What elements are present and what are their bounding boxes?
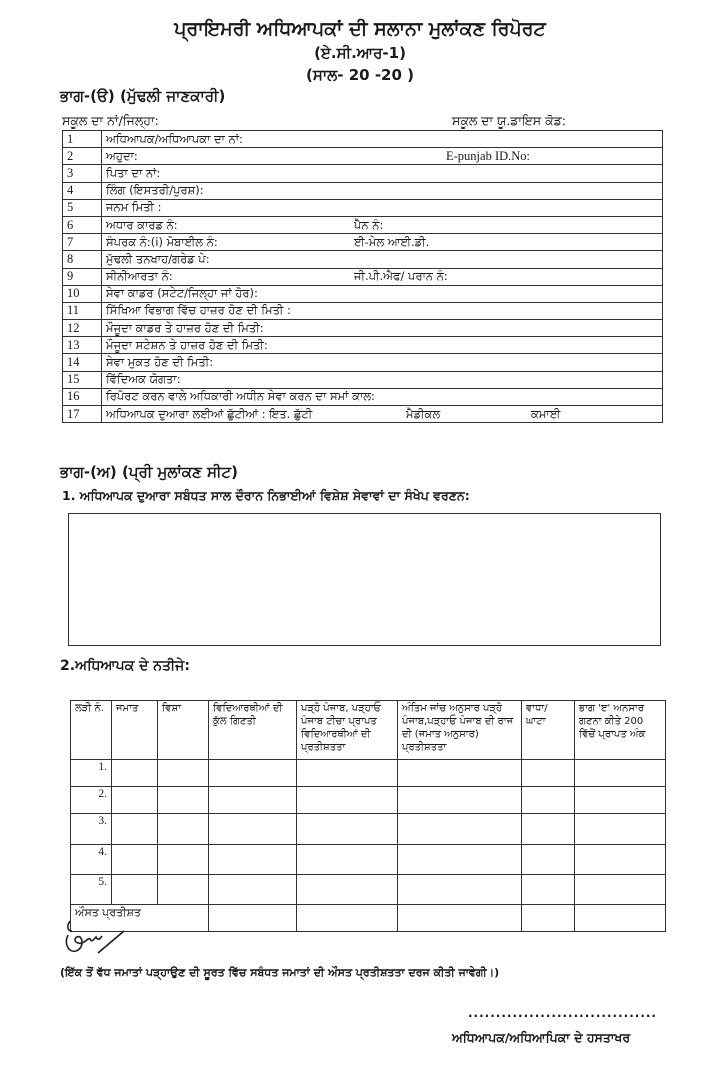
handwritten-signature-icon [62,917,132,957]
average-marks-cell[interactable] [575,905,666,932]
field-label: ਅਹੁਦਾ: [106,148,138,163]
target-percentage-cell[interactable] [297,875,398,905]
info-row-contact[interactable] [63,234,663,251]
earned-leave-label: ਕਮਾਈ [531,406,561,421]
total-students-cell[interactable] [209,760,297,787]
marks-cell[interactable] [575,845,666,875]
row-number: 12 [63,320,102,337]
special-services-question: 1. ਅਧਿਆਪਕ ਦੁਆਰਾ ਸਬੰਧਤ ਸਾਲ ਦੌਰਾਨ ਨਿਭਾਈਆਂ ਵਿਸ਼ੇਸ਼ ਸੇਵਾਵਾਂ ਦਾ ਸੰਖੇਪ ਵਰਣਨ: [62,488,470,503]
average-increase-cell[interactable] [522,905,575,932]
subject-cell[interactable] [158,814,209,845]
row-number: 8 [63,251,102,268]
increase-decrease-cell[interactable] [522,787,575,814]
row-number: 7 [63,234,102,251]
final-percentage-cell[interactable] [398,760,522,787]
serial-cell: 1. [71,760,112,787]
row-number: 3 [63,165,102,182]
total-students-cell[interactable] [209,845,297,875]
field-label: ਰਿਪੋਰਟ ਕਰਨ ਵਾਲੇ ਅਧਿਕਾਰੀ ਅਧੀਨ ਸੇਵਾ ਕਰਨ ਦਾ ਸਮਾਂ ਕਾਲ: [106,389,375,404]
row-number: 17 [63,406,102,423]
year-line: (ਸਾਲ- 20 -20 ) [306,66,414,84]
special-services-textbox[interactable] [68,513,661,646]
row-number: 1 [63,131,102,148]
col-total-students: ਵਿਦਿਆਰਥੀਆਂ ਦੀ ਕੁੱਲ ਗਿਣਤੀ [209,701,297,760]
field-label: ਪਿਤਾ ਦਾ ਨਾਂ: [106,165,161,180]
class-cell[interactable] [112,875,158,905]
increase-decrease-cell[interactable] [522,875,575,905]
row-number: 13 [63,337,102,354]
serial-cell: 2. [71,787,112,814]
row-number: 4 [63,182,102,199]
info-row-qualification[interactable] [63,371,663,388]
signature-label: ਅਧਿਆਪਕ/ਅਧਿਆਪਿਕਾ ਦੇ ਹਸਤਾਖਰ [452,1030,631,1045]
total-students-cell[interactable] [209,787,297,814]
class-cell[interactable] [112,845,158,875]
udise-code-label: ਸਕੂਲ ਦਾ ਯੂ.ਡਾਇਸ ਕੋਡ: [452,113,566,128]
field-label: ਵਿੱਦਿਅਕ ਯੋਗਤਾ: [106,372,181,387]
results-row [71,787,666,814]
increase-decrease-cell[interactable] [522,814,575,845]
info-row-father-name[interactable] [63,165,663,182]
class-cell[interactable] [112,814,158,845]
email-label: ਈ-ਮੇਲ ਆਈ.ਡੀ. [354,234,430,249]
info-row-retirement[interactable] [63,354,663,371]
row-number: 10 [63,285,102,302]
info-row-teacher-name[interactable] [63,131,663,148]
average-total-cell[interactable] [209,905,297,932]
col-class: ਜਮਾਤ [112,701,158,760]
field-label: ਸੰਪਰਕ ਨੰ:(i) ਮੋਬਾਈਲ ਨੰ: [106,234,218,249]
part-b-heading: ਭਾਗ-(ਅ) (ਪ੍ਰੀ ਮੁਲਾਂਕਣ ਸੀਟ) [60,463,238,481]
school-name-label: ਸਕੂਲ ਦਾ ਨਾਂ/ਜਿਲ੍ਹਾ: [62,113,159,128]
row-number: 2 [63,148,102,165]
row-number: 11 [63,302,102,319]
final-percentage-cell[interactable] [398,814,522,845]
field-label: ਸੇਵਾ ਕਾਡਰ (ਸਟੇਟ/ਜਿਲ੍ਹਾ ਜਾਂ ਹੋਰ): [106,286,258,301]
subject-cell[interactable] [158,875,209,905]
subject-cell[interactable] [158,787,209,814]
results-row [71,814,666,845]
info-row-cadre[interactable] [63,285,663,302]
marks-cell[interactable] [575,787,666,814]
info-row-seniority[interactable] [63,268,663,285]
row-number: 15 [63,371,102,388]
info-row-leaves[interactable] [63,406,663,423]
average-note: (ਇੱਕ ਤੋਂ ਵੱਧ ਜਮਾਤਾਂ ਪੜ੍ਹਾਉਣ ਦੀ ਸੂਰਤ ਵਿੱਚ ਸਬੰਧਤ ਜਮਾਤਾਂ ਦੀ ਔਸਤ ਪ੍ਰਤੀਸ਼ਤਤਾ ਦਰਜ ਕੀਤੀ ਜਾਵੇਗੀ।) [60,966,500,979]
results-row [71,845,666,875]
serial-cell: 4. [71,845,112,875]
results-table [70,700,666,932]
field-label: ਅਧਾਰ ਕਾਰਡ ਨੰ: [106,217,178,232]
marks-cell[interactable] [575,814,666,845]
field-label: ਮੁੱਢਲੀ ਤਨਖਾਹ/ਗਰੇਡ ਪੇ: [106,251,210,266]
field-label: ਜਨਮ ਮਿਤੀ : [106,200,162,215]
medical-leave-label: ਮੈਡੀਕਲ [406,406,441,421]
info-row-gender[interactable] [63,182,663,199]
info-row-joining-cadre[interactable] [63,320,663,337]
field-label: ਮੌਜੂਦਾ ਕਾਡਰ ਤੇ ਹਾਜ਼ਰ ਹੋਣ ਦੀ ਮਿਤੀ: [106,320,264,335]
col-final-state-percentage: ਅੰਤਿਮ ਜਾਂਚ ਅਨੁਸਾਰ ਪੜ੍ਹੋ ਪੰਜਾਬ,ਪੜ੍ਹਾਓ ਪੰਜਾਬ ਦੀ ਰਾਜ ਦੀ (ਜਮਾਤ ਅਨੁਸਾਰ) ਪ੍ਰਤੀਸ਼ਤਤਾ [398,701,522,760]
final-percentage-cell[interactable] [398,787,522,814]
marks-cell[interactable] [575,760,666,787]
target-percentage-cell[interactable] [297,787,398,814]
target-percentage-cell[interactable] [297,814,398,845]
field-label: ਸਿੱਖਿਆ ਵਿਭਾਗ ਵਿੱਚ ਹਾਜ਼ਰ ਹੋਣ ਦੀ ਮਿਤੀ : [106,303,291,318]
gpf-pran-label: ਜੀ.ਪੀ.ਐਫ/ ਪਰਾਨ ਨੰ: [354,269,448,284]
class-cell[interactable] [112,760,158,787]
info-row-joining-station[interactable] [63,337,663,354]
signature-line: .................................. [468,1006,657,1020]
total-students-cell[interactable] [209,814,297,845]
average-row [71,905,666,932]
subject-cell[interactable] [158,845,209,875]
serial-cell: 3. [71,814,112,845]
part-a-heading: ਭਾਗ-(ੳ) (ਮੁੱਢਲੀ ਜਾਣਕਾਰੀ) [60,87,226,105]
total-students-cell[interactable] [209,875,297,905]
field-label: ਸੀਨੀਆਰਤਾ ਨੰ: [106,269,173,284]
info-row-joining-dept[interactable] [63,302,663,319]
info-row-designation[interactable] [63,148,663,165]
basic-info-table [62,130,663,423]
average-final-cell[interactable] [398,905,522,932]
info-row-basic-pay[interactable] [63,251,663,268]
info-row-dob[interactable] [63,199,663,216]
increase-decrease-cell[interactable] [522,760,575,787]
results-row [71,760,666,787]
final-percentage-cell[interactable] [398,845,522,875]
field-label: ਸੇਵਾ ਮੁਕਤ ਹੋਣ ਦੀ ਮਿਤੀ: [106,355,214,370]
info-row-service-period[interactable] [63,388,663,405]
field-label: ਮੌਜੂਦਾ ਸਟੇਸ਼ਨ ਤੇ ਹਾਜ਼ਰ ਹੋਣ ਦੀ ਮਿਤੀ: [106,337,268,352]
results-heading: 2.ਅਧਿਆਪਕ ਦੇ ਨਤੀਜੇ: [60,658,190,674]
marks-cell[interactable] [575,875,666,905]
average-label: ਔਸਤ ਪ੍ਰਤੀਸ਼ਤ [71,905,209,932]
row-number: 14 [63,354,102,371]
field-label: ਅਧਿਆਪਕ ਦੁਆਰਾ ਲਈਆਂ ਛੁੱਟੀਆਂ : ਇਤ. ਛੁੱਟੀ [106,406,313,421]
col-increase-decrease: ਵਾਧਾ/ ਘਾਟਾ [522,701,575,760]
row-number: 9 [63,268,102,285]
increase-decrease-cell[interactable] [522,845,575,875]
target-percentage-cell[interactable] [297,760,398,787]
serial-cell: 5. [71,875,112,905]
info-row-aadhar[interactable] [63,216,663,233]
pan-label: ਪੈਨ ਨੰ: [354,217,384,232]
subject-cell[interactable] [158,760,209,787]
col-marks-out-of-200: ਭਾਗ 'ੲ' ਅਨਸਾਰ ਗਣਨਾ ਕੀਤੇ 200 ਵਿੱਚੋਂ ਪ੍ਰਾਪਤ ਅੰਕ [575,701,666,760]
form-title: ਪ੍ਰਾਇਮਰੀ ਅਧਿਆਪਕਾਂ ਦੀ ਸਲਾਨਾ ਮੁਲਾਂਕਣ ਰਿਪੋਰਟ [174,18,546,40]
results-row [71,875,666,905]
col-subject: ਵਿਸ਼ਾ [158,701,209,760]
final-percentage-cell[interactable] [398,875,522,905]
target-percentage-cell[interactable] [297,845,398,875]
average-target-cell[interactable] [297,905,398,932]
row-number: 16 [63,388,102,405]
field-label: ਅਧਿਆਪਕ/ਅਧਿਆਪਕਾ ਦਾ ਨਾਂ: [106,131,243,146]
row-number: 5 [63,199,102,216]
form-subtitle: (ਏ.ਸੀ.ਆਰ-1) [314,44,406,62]
col-serial-no: ਲੜੀ ਨੰ. [71,701,112,760]
epunjab-id-label: E-punjab ID.No: [446,148,531,163]
field-label: ਲਿੰਗ (ਇਸਤਰੀ/ਪੁਰਸ਼): [106,183,204,198]
class-cell[interactable] [112,787,158,814]
col-target-percentage: ਪੜ੍ਹੋ ਪੰਜਾਬ, ਪੜ੍ਹਾਓ ਪੰਜਾਬ ਟੀਚਾ ਪ੍ਰਾਪਤ ਵਿਦਿਆਰਥੀਆਂ ਦੀ ਪ੍ਰਤੀਸ਼ਤਤਾ [297,701,398,760]
row-number: 6 [63,216,102,233]
